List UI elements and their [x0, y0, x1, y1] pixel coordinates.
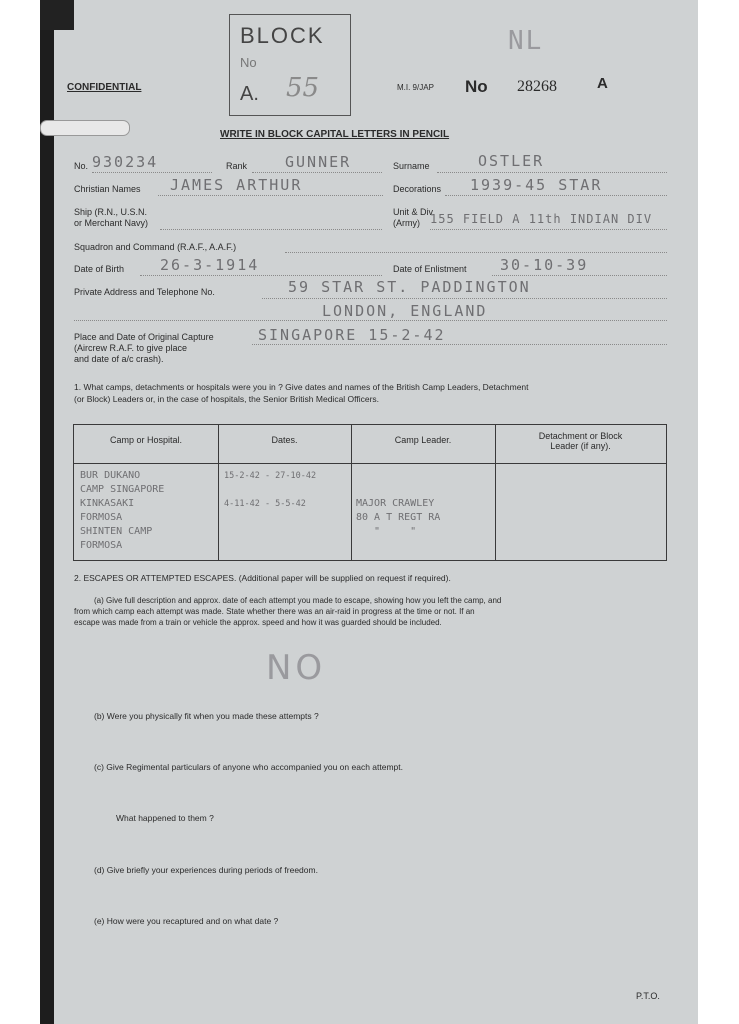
- address-rule-2: [74, 320, 667, 321]
- christian-names-label: Christian Names: [74, 184, 141, 194]
- no-label: No.: [74, 161, 89, 171]
- capture-label-3: and date of a/c crash).: [74, 354, 164, 364]
- table-divider: [351, 425, 352, 560]
- ship-label-1: Ship (R.N., U.S.N.: [74, 207, 148, 217]
- question-2d: (d) Give briefly your experiences during periods of freedom.: [94, 865, 318, 875]
- question-2a-line-1: (a) Give full description and approx. date of each attempt you made to escape, showing how you left the camp, and: [94, 596, 502, 605]
- no-line: [92, 172, 212, 173]
- unit-line: [430, 229, 667, 230]
- decorations-value: 1939-45 STAR: [470, 176, 603, 194]
- question-2-heading: 2. ESCAPES OR ATTEMPTED ESCAPES. (Additional paper will be supplied on request if required).: [74, 573, 451, 583]
- decorations-label: Decorations: [393, 184, 442, 194]
- paper-clip-shadow: [40, 0, 74, 30]
- unit-label-1: Unit & Div.: [393, 207, 435, 217]
- punch-hole: [40, 120, 130, 136]
- table-divider: [218, 425, 219, 560]
- escape-answer: NO: [266, 648, 327, 688]
- table-header-leader: Camp Leader.: [394, 435, 452, 445]
- squadron-label: Squadron and Command (R.A.F., A.A.F.): [74, 242, 237, 252]
- address-rule-1: [262, 298, 667, 299]
- christian-names-value: JAMES ARTHUR: [170, 176, 303, 194]
- confidential-label: CONFIDENTIAL: [67, 82, 142, 93]
- enlistment-label: Date of Enlistment: [393, 264, 467, 274]
- capture-label-1: Place and Date of Original Capture: [74, 332, 214, 342]
- form-code: M.I. 9/JAP: [397, 83, 434, 92]
- rank-label: Rank: [226, 161, 248, 171]
- enlistment-line: [492, 275, 667, 276]
- corner-mark: NL: [508, 26, 544, 56]
- christian-names-line: [158, 195, 383, 196]
- dob-value: 26-3-1914: [160, 256, 260, 274]
- capture-value: SINGAPORE 15-2-42: [258, 326, 446, 344]
- capture-line: [252, 344, 667, 345]
- ship-label-2: or Merchant Navy): [74, 218, 149, 228]
- scan-edge: [40, 0, 54, 1024]
- rank-value: GUNNER: [285, 153, 352, 171]
- table-header-detachment: Detachment or Block Leader (if any).: [538, 431, 623, 451]
- block-number: 55: [286, 73, 320, 103]
- question-1-line-2: (or Block) Leaders or, in the case of hospitals, the Senior British Medical Officers.: [74, 394, 380, 404]
- surname-value: OSTLER: [478, 152, 545, 170]
- address-line-1: 59 STAR ST. PADDINGTON: [288, 278, 531, 296]
- table-header-dates: Dates.: [271, 435, 298, 445]
- block-label: BLOCK: [240, 23, 325, 48]
- address-line-2: LONDON, ENGLAND: [322, 302, 488, 320]
- table-header-rule: [74, 463, 666, 464]
- block-letter: A.: [240, 83, 259, 105]
- question-2c: (c) Give Regimental particulars of anyone who accompanied you on each attempt.: [94, 762, 403, 772]
- surname-line: [437, 172, 667, 173]
- surname-label: Surname: [393, 161, 430, 171]
- form-number: 28268: [517, 78, 557, 95]
- question-2a-line-2: from which camp each attempt was made. State whether there was an air-raid in progress at the time or not. If an: [74, 607, 475, 616]
- table-cell-camps: BUR DUKANO CAMP SINGAPORE KINKASAKI FORMOSA SHINTEN CAMP FORMOSA: [80, 470, 165, 551]
- enlistment-value: 30-10-39: [500, 256, 589, 274]
- no-value: 930234: [92, 153, 159, 171]
- unit-value: 155 FIELD A 11th INDIAN DIV: [430, 212, 653, 226]
- rank-line: [252, 172, 382, 173]
- question-1-line-1: 1. What camps, detachments or hospitals were you in ? Give dates and names of the British Camp Leaders, Detachment: [74, 382, 529, 392]
- question-2e: (e) How were you recaptured and on what date ?: [94, 916, 279, 926]
- question-2c-sub: What happened to them ?: [116, 813, 214, 823]
- question-2b: (b) Were you physically fit when you made these attempts ?: [94, 711, 319, 721]
- address-label: Private Address and Telephone No.: [74, 287, 215, 297]
- table-cell-leader: MAJOR CRAWLEY 80 A T REGT RA " ": [356, 498, 441, 537]
- camps-table: [73, 424, 667, 561]
- unit-label-2: (Army): [393, 218, 420, 228]
- ship-line: [160, 229, 382, 230]
- table-cell-dates: 15-2-42 - 27-10-42 4-11-42 - 5-5-42: [224, 471, 317, 509]
- block-no-label: No: [240, 55, 257, 70]
- block-stamp: [229, 14, 351, 116]
- dob-line: [140, 275, 382, 276]
- squadron-line: [285, 252, 667, 253]
- table-header-camp: Camp or Hospital.: [109, 435, 183, 445]
- capture-label-2: (Aircrew R.A.F. to give place: [74, 343, 188, 353]
- form-suffix: A: [597, 75, 608, 92]
- dob-label: Date of Birth: [74, 264, 125, 274]
- question-2a-line-3: escape was made from a train or vehicle the approx. speed and how it was guarded should be included.: [74, 618, 442, 627]
- instruction-heading: WRITE IN BLOCK CAPITAL LETTERS IN PENCIL: [220, 129, 450, 140]
- decorations-line: [445, 195, 667, 196]
- form-no-label: No: [465, 77, 488, 96]
- pto-label: P.T.O.: [636, 991, 660, 1001]
